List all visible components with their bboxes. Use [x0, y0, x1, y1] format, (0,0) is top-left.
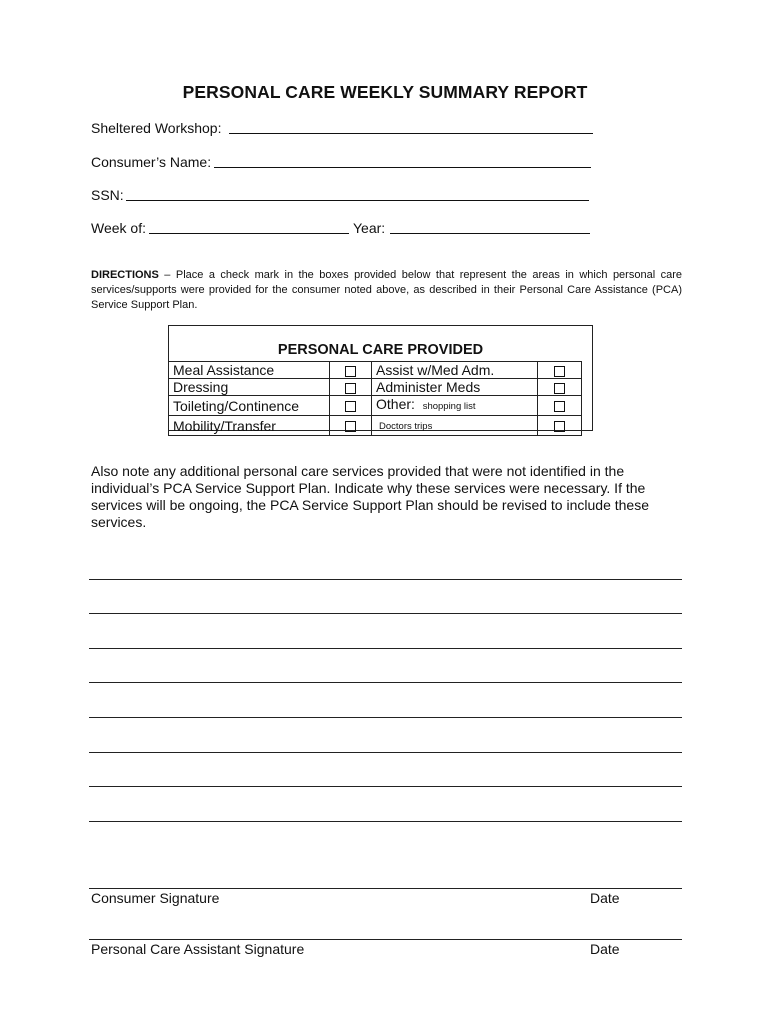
assistant-signature-line[interactable] — [89, 939, 682, 940]
directions-label: DIRECTIONS — [91, 269, 159, 281]
care-row — [169, 379, 582, 396]
care-row — [169, 416, 582, 436]
writing-line[interactable] — [89, 821, 682, 822]
care-item-other-continued — [372, 416, 538, 436]
consumer-date-label: Date — [590, 890, 620, 906]
consumer-signature-line[interactable] — [89, 888, 682, 889]
checkbox-other[interactable] — [538, 396, 582, 416]
care-item-meal-assistance: Meal Assistance — [169, 362, 330, 379]
checkbox-icon — [345, 401, 356, 412]
assistant-signature-label: Personal Care Assistant Signature — [91, 941, 305, 957]
writing-line[interactable] — [89, 648, 682, 649]
care-row — [169, 396, 582, 416]
checkbox-icon — [345, 383, 356, 394]
year-field[interactable] — [390, 233, 590, 234]
writing-line[interactable] — [89, 786, 682, 787]
checkbox-icon — [554, 401, 565, 412]
care-row — [169, 362, 582, 379]
checkbox-assist-med-adm[interactable] — [538, 362, 582, 379]
writing-line[interactable] — [89, 613, 682, 614]
consumer-name-field[interactable] — [214, 167, 591, 168]
checkbox-icon — [345, 366, 356, 377]
checkbox-icon — [554, 366, 565, 377]
consumer-signature-label: Consumer Signature — [91, 890, 220, 906]
care-provided-title: PERSONAL CARE PROVIDED — [277, 342, 484, 358]
week-of-field[interactable] — [149, 233, 349, 234]
care-item-administer-meds: Administer Meds — [372, 379, 538, 396]
care-provided-table — [168, 361, 582, 436]
care-item-other — [372, 396, 538, 416]
directions-text — [91, 268, 682, 313]
checkbox-icon — [345, 421, 356, 432]
writing-line[interactable] — [89, 717, 682, 718]
week-of-label: Week of: — [91, 220, 146, 236]
checkbox-icon — [554, 421, 565, 432]
consumer-name-label: Consumer’s Name: — [91, 154, 212, 170]
checkbox-dressing[interactable] — [330, 379, 372, 396]
checkbox-other-continued[interactable] — [538, 416, 582, 436]
checkbox-meal-assistance[interactable] — [330, 362, 372, 379]
care-item-assist-med-adm: Assist w/Med Adm. — [372, 362, 538, 379]
assistant-date-label: Date — [590, 941, 620, 957]
additional-services-note: Also note any additional personal care services provided that were not identified in the individual’s PCA Service Support Plan. Indicate why these services were necessary. If the services will be ongoing, the PCA Service Support Plan should be revised to include these services. — [91, 463, 649, 530]
care-item-dressing: Dressing — [169, 379, 330, 396]
directions-body: – Place a check mark in the boxes provided below that represent the areas in which personal care services/supports were provided for the consumer noted above, as described in their Personal Care Assistance (PCA) Service Support Plan. — [91, 269, 682, 311]
checkbox-administer-meds[interactable] — [538, 379, 582, 396]
sheltered-workshop-field[interactable] — [229, 133, 593, 134]
sheltered-workshop-label: Sheltered Workshop: — [91, 120, 222, 136]
ssn-label: SSN: — [91, 187, 124, 203]
other-label: Other: — [376, 396, 415, 412]
care-item-mobility-transfer: Mobility/Transfer — [169, 416, 330, 436]
other-note-shopping[interactable]: shopping list — [422, 401, 476, 412]
page-title: PERSONAL CARE WEEKLY SUMMARY REPORT — [182, 82, 588, 102]
checkbox-toileting[interactable] — [330, 396, 372, 416]
year-label: Year: — [353, 220, 386, 236]
care-item-toileting: Toileting/Continence — [169, 396, 330, 416]
writing-line[interactable] — [89, 682, 682, 683]
ssn-field[interactable] — [126, 200, 589, 201]
other-note-doctors[interactable]: Doctors trips — [379, 421, 433, 432]
writing-line[interactable] — [89, 579, 682, 580]
checkbox-mobility-transfer[interactable] — [330, 416, 372, 436]
writing-line[interactable] — [89, 752, 682, 753]
checkbox-icon — [554, 383, 565, 394]
